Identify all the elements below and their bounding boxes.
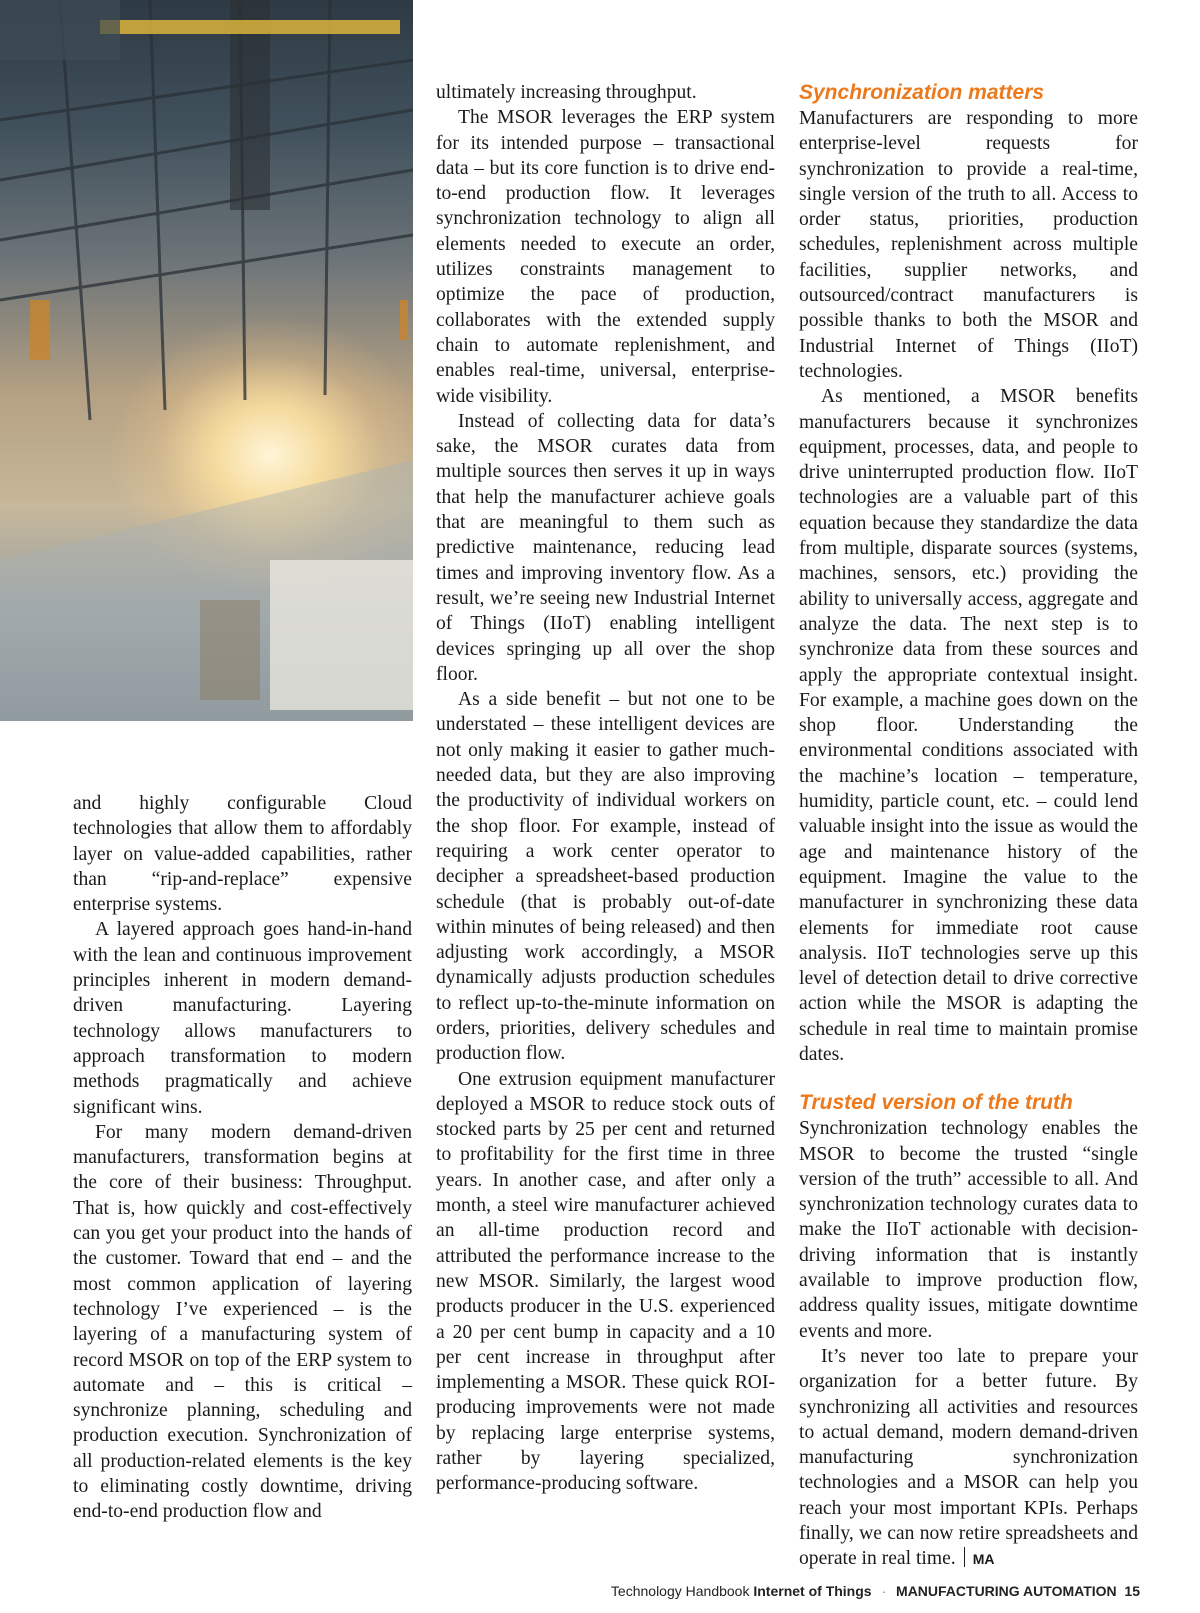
- page-number: 15: [1124, 1583, 1140, 1599]
- signoff-mark: MA: [972, 1551, 995, 1568]
- section-heading: Synchronization matters: [799, 81, 1045, 104]
- paragraph-text: It’s never too late to prepare your organization for a better future. By synchronizing all activities and resources to actual demand, modern demand-driven manufacturing synchronization technologies and a MSOR can help you reach your most important KPIs. Perhaps finally, we can now retire spreadsheets and operate in real time.: [799, 1345, 1138, 1570]
- text-column-1: [73, 791, 412, 1525]
- footer-separator: ·: [881, 1583, 887, 1599]
- factory-photo: [0, 0, 413, 721]
- section-heading: Trusted version of the truth: [799, 1091, 1073, 1115]
- paragraph: A layered approach goes hand-in-hand with the lean and continuous improvement principles inherent in modern demand-driven manufacturing. Layering technology allows manufacturers to approach transformation to modern methods pragmatically and achieve significant wins.: [73, 919, 412, 1118]
- paragraph: One extrusion equipment manufacturer deployed a MSOR to reduce stock outs of stocked parts by 25 per cent and returned to profitability for the first time in three years. In another case, and after only a month, a steel wire manufacturer achieved an all-time production record and attributed the performance increase to the new MSOR. Similarly, the largest wood products producer in the U.S. experienced a 20 per cent bump in capacity and a 10 per cent increase in throughput after implementing a MSOR. These quick ROI-producing improvements were not made by replacing large enterprise systems, rather by layering specialized, performance-producing software.: [436, 1068, 775, 1495]
- factory-scene-graphic: [0, 0, 413, 721]
- footer-handbook: Technology Handbook: [610, 1583, 750, 1599]
- paragraph: ultimately increasing throughput.: [436, 82, 697, 103]
- paragraph: As a side benefit – but not one to be understated – these intelligent devices are not only making it easier to gather much-needed data, but they are also improving the productivity of individual workers on the shop floor. For example, instead of requiring a work center operator to decipher a spreadsheet-based production schedule (that is probably out-of-date within minutes of being released) and then adjusting work accordingly, a MSOR dynamically adjusts production schedules to reflect up-to-the-minute information on orders, priorities, delivery schedules and production flow.: [436, 689, 775, 1065]
- paragraph: The MSOR leverages the ERP system for its intended purpose – transactional data – but its core function is to drive end-to-end production flow. It leverages synchronization technology to align all elements needed to execute an order, utilizes constraints management to optimize the pace of production, collaborates with the extended supply chain to automate replenishment, and enables real-time, universal, enterprise-wide visibility.: [436, 107, 775, 407]
- footer-magazine: MANUFACTURING AUTOMATION: [896, 1583, 1117, 1599]
- text-column-3: [799, 80, 1138, 1573]
- paragraph: Manufacturers are responding to more enterprise-level requests for synchronization to provide a real-time, single version of the truth to all. Access to order status, priorities, production schedules, replenishment across multiple facilities, supplier networks, and outsourced/contract manufacturers is possible thanks to both the MSOR and Industrial Internet of Things (IIoT) technologies.: [799, 108, 1138, 382]
- paragraph: Instead of collecting data for data’s sake, the MSOR curates data from multiple sources then serves it up in ways that help the manufacturer achieve goals that are meaningful to them such as predictive maintenance, reducing lead times and improving inventory flow. As a result, we’re seeing new Industrial Internet of Things (IIoT) enabling intelligent devices springing up all over the shop floor.: [436, 410, 775, 685]
- text-column-2: [436, 80, 775, 1497]
- page-footer: [611, 1583, 1140, 1599]
- paragraph: Synchronization technology enables the MSOR to become the trusted “single version of the truth” accessible to all. And synchronization technology curates data to make the IIoT actionable with decision-driving information that is instantly available to improve production flow, address quality issues, mitigate downtime events and more.: [799, 1118, 1138, 1342]
- closing-paragraph: [799, 1344, 1138, 1573]
- paragraph: For many modern demand-driven manufacturers, transformation begins at the core of their business: Throughput. That is, how quickly and cost-effectively can you get your product into the hands of the customer. Toward that end – and the most common application of layering technology I’ve experienced – is the layering of a manufacturing system of record MSOR on top of the ERP system to automate and – this is critical – synchronize planning, scheduling and production execution. Synchronization of all production-related elements is the key to eliminating costly downtime, driving end-to-end production flow and: [73, 1121, 412, 1523]
- signoff-divider: [964, 1547, 965, 1567]
- paragraph: and highly configurable Cloud technologies that allow them to affordably layer on value-added capabilities, rather than “rip-and-replace” expensive enterprise systems.: [73, 793, 412, 916]
- footer-topic: Internet of Things: [753, 1583, 872, 1599]
- paragraph: As mentioned, a MSOR benefits manufacturers because it synchronizes equipment, processes, data, and people to drive uninterrupted production flow. IIoT technologies are a valuable part of this equation because they standardize the data from multiple, disparate sources (systems, machines, sensors, etc.) providing the ability to universally access, aggregate and analyze the data. The next step is to synchronize data from these sources and apply the appropriate contextual insight. For example, a machine goes down on the shop floor. Understanding the environmental conditions associated with the machine’s location – temperature, humidity, particle count, etc. – could lend valuable insight into the issue as would the age and maintenance history of the equipment. Imagine the value to the manufacturer in synchronizing these data elements for immediate root cause analysis. IIoT technologies serve up this level of detection detail to drive corrective action while the MSOR is adapting the schedule in real time to maintain promise dates.: [799, 386, 1138, 1065]
